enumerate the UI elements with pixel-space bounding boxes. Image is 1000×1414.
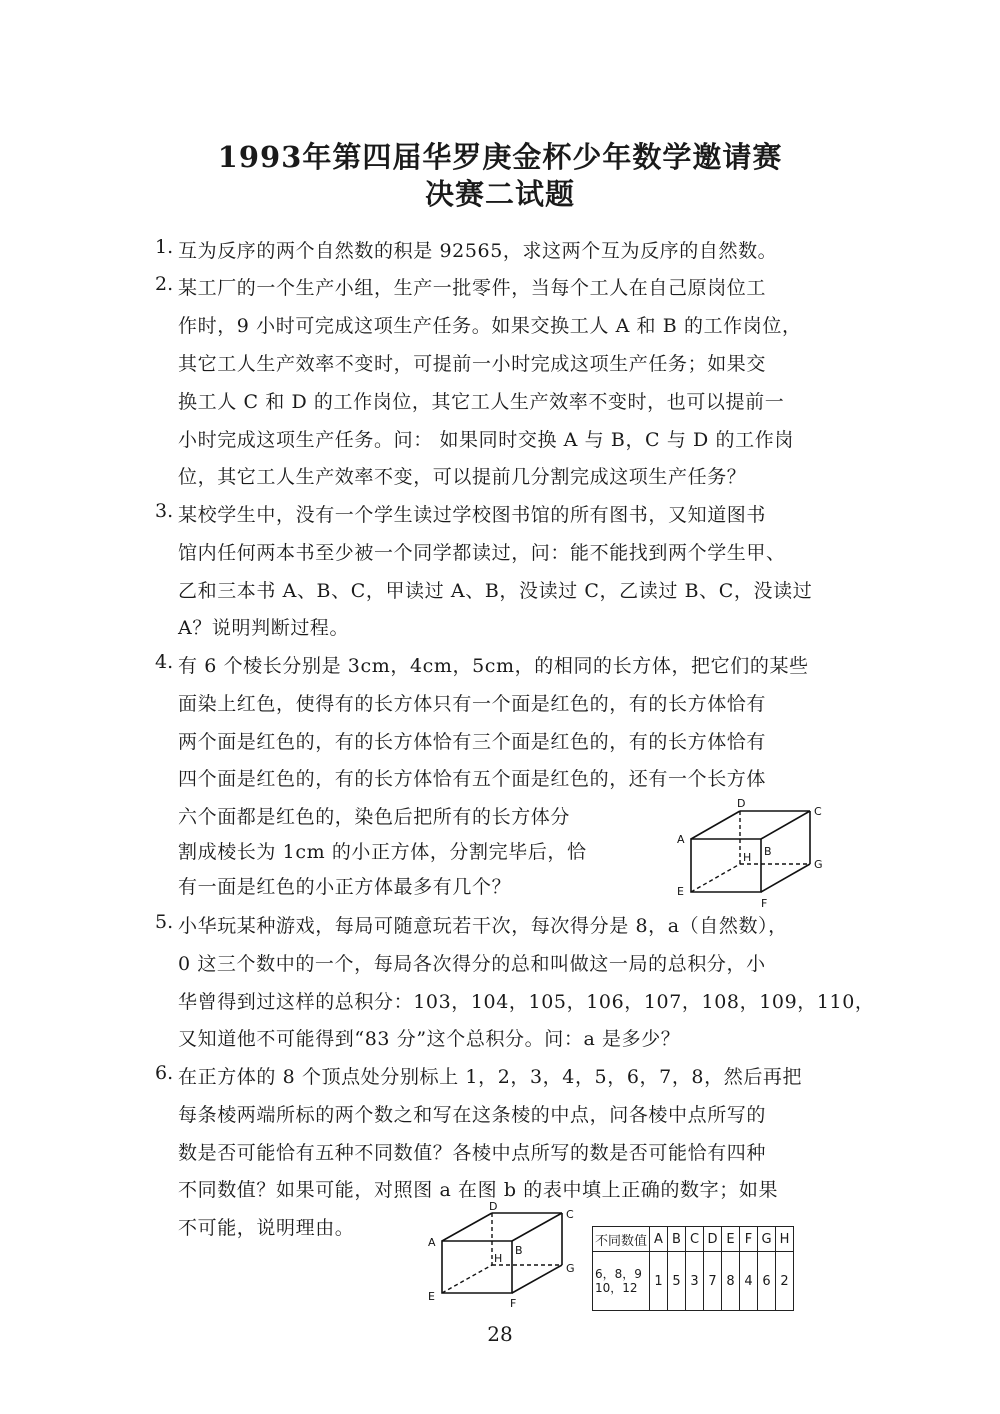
page-title-line2: 决赛二试题 xyxy=(424,177,575,211)
vertex-label-a: A xyxy=(677,833,685,846)
vertex-label-h: H xyxy=(494,1252,503,1265)
problem-3-line: 乙和三本书 A、B、C，甲读过 A、B，没读过 C，乙读过 B、C，没读过 xyxy=(178,580,813,602)
table-cell: 7 xyxy=(704,1252,722,1311)
problem-6-line: 不同数值？如果可能，对照图 a 在图 b 的表中填上正确的数字；如果 xyxy=(178,1179,779,1201)
problem-3-line: A？说明判断过程。 xyxy=(178,617,350,639)
problem-4-line: 六个面都是红色的，染色后把所有的长方体分 xyxy=(178,806,571,828)
table-cell: 3 xyxy=(686,1252,704,1311)
problem-4-line: 四个面是红色的，有的长方体恰有五个面是红色的，还有一个长方体 xyxy=(178,768,767,790)
vertex-label-b: B xyxy=(764,845,772,858)
table-row-label-line2: 10，12 xyxy=(595,1281,638,1295)
problem-4-number: 4. xyxy=(155,651,174,673)
problem-1-number: 1. xyxy=(155,236,174,258)
problem-4-line: 有一面是红色的小正方体最多有几个？ xyxy=(178,876,512,898)
answer-table xyxy=(592,1226,794,1311)
page-number: 28 xyxy=(487,1322,513,1346)
problem-5-line: 华曾得到过这样的总积分：103，104，105，106，107，108，109，110， xyxy=(178,991,875,1013)
table-header-row xyxy=(593,1227,794,1252)
cube-figure-problem-6 xyxy=(420,1200,585,1312)
problem-2-number: 2. xyxy=(155,273,174,295)
problem-2-line: 位，其它工人生产效率不变，可以提前几分割完成这项生产任务？ xyxy=(178,466,747,488)
table-cell: 8 xyxy=(722,1252,740,1311)
vertex-label-d: D xyxy=(737,797,746,810)
problem-5-number: 5. xyxy=(155,911,174,933)
vertex-label-c: C xyxy=(566,1208,574,1221)
table-cell: 6 xyxy=(758,1252,776,1311)
table-cell: 1 xyxy=(650,1252,668,1311)
table-header-label: 不同数值 xyxy=(593,1227,650,1252)
page-title-line1: 1993年第四届华罗庚金杯少年数学邀请赛 xyxy=(217,140,783,174)
problem-3-line: 馆内任何两本书至少被一个同学都读过，问：能不能找到两个学生甲、 xyxy=(178,542,786,564)
table-cell: 2 xyxy=(776,1252,794,1311)
vertex-label-b: B xyxy=(515,1244,523,1257)
problem-3-line: 某校学生中，没有一个学生读过学校图书馆的所有图书，又知道图书 xyxy=(178,504,767,526)
table-row xyxy=(593,1252,794,1311)
problem-1-line: 互为反序的两个自然数的积是 92565，求这两个互为反序的自然数。 xyxy=(178,240,778,262)
problem-2-line: 小时完成这项生产任务。问： 如果同时交换 A 与 B，C 与 D 的工作岗 xyxy=(178,429,794,451)
problem-5-line: 小华玩某种游戏，每局可随意玩若干次，每次得分是 8，a（自然数）， xyxy=(178,915,788,937)
problem-6-line: 数是否可能恰有五种不同数值？各棱中点所写的数是否可能恰有四种 xyxy=(178,1142,767,1164)
vertex-label-g: G xyxy=(814,858,823,871)
problem-2-line: 作时，9 小时可完成这项生产任务。如果交换工人 A 和 B 的工作岗位， xyxy=(178,315,802,337)
problem-4-line: 有 6 个棱长分别是 3cm，4cm，5cm，的相同的长方体，把它们的某些 xyxy=(178,655,809,677)
table-row-label xyxy=(593,1252,650,1311)
vertex-label-e: E xyxy=(677,885,684,898)
table-column-header: B xyxy=(668,1227,686,1252)
problem-2-line: 其它工人生产效率不变时，可提前一小时完成这项生产任务；如果交 xyxy=(178,353,767,375)
problem-4-line: 割成棱长为 1cm 的小正方体，分割完毕后，恰 xyxy=(178,841,587,863)
vertex-label-e: E xyxy=(428,1290,435,1303)
vertex-label-a: A xyxy=(428,1236,436,1249)
cuboid-figure-problem-4 xyxy=(666,795,836,910)
table-column-header: E xyxy=(722,1227,740,1252)
problem-4-line: 两个面是红色的，有的长方体恰有三个面是红色的，有的长方体恰有 xyxy=(178,731,767,753)
table-column-header: C xyxy=(686,1227,704,1252)
problem-5-line: 0 这三个数中的一个，每局各次得分的总和叫做这一局的总积分，小 xyxy=(178,953,766,975)
problem-4-line: 面染上红色，使得有的长方体只有一个面是红色的，有的长方体恰有 xyxy=(178,693,767,715)
table-column-header: H xyxy=(776,1227,794,1252)
vertex-label-c: C xyxy=(814,805,822,818)
table-row-label-line1: 6，8，9 xyxy=(595,1267,642,1281)
problem-6-line: 不可能，说明理由。 xyxy=(178,1217,355,1239)
table-cell: 4 xyxy=(740,1252,758,1311)
vertex-label-h: H xyxy=(743,851,752,864)
problem-6-line: 每条棱两端所标的两个数之和写在这条棱的中点，问各棱中点所写的 xyxy=(178,1104,767,1126)
table-column-header: D xyxy=(704,1227,722,1252)
problem-5-line: 又知道他不可能得到“83 分”这个总积分。问：a 是多少？ xyxy=(178,1028,681,1050)
problem-2-line: 换工人 C 和 D 的工作岗位，其它工人生产效率不变时，也可以提前一 xyxy=(178,391,785,413)
table-column-header: A xyxy=(650,1227,668,1252)
vertex-label-f: F xyxy=(510,1297,517,1310)
table-column-header: F xyxy=(740,1227,758,1252)
vertex-label-f: F xyxy=(761,897,768,910)
vertex-label-g: G xyxy=(566,1262,575,1275)
problem-2-line: 某工厂的一个生产小组，生产一批零件，当每个工人在自己原岗位工 xyxy=(178,277,767,299)
vertex-label-d: D xyxy=(489,1200,498,1213)
problem-6-number: 6. xyxy=(155,1062,174,1084)
table-cell: 5 xyxy=(668,1252,686,1311)
problem-3-number: 3. xyxy=(155,500,174,522)
problem-6-line: 在正方体的 8 个顶点处分别标上 1，2，3，4，5，6，7，8，然后再把 xyxy=(178,1066,803,1088)
table-column-header: G xyxy=(758,1227,776,1252)
